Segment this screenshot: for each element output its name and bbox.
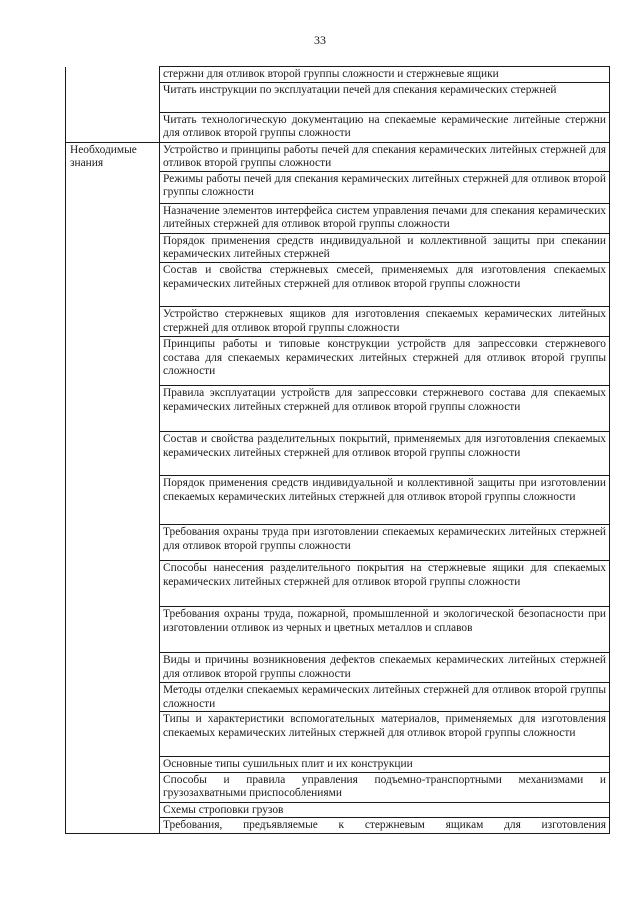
list-item: Основные типы сушильных плит и их конструкции: [160, 757, 610, 773]
list-item: Требования, предъявляемые к стержневым ящикам для изготовления: [160, 818, 610, 834]
list-item: Способы и правила управления подъемно-транспортными механизмами и грузозахватными приспособлениями: [160, 772, 610, 802]
previous-section-label-cell: [66, 67, 160, 143]
list-item: Типы и характеристики вспомогательных материалов, применяемых для изготовления спекаемых керамических литейных стержней для отливок второй группы сложности: [160, 712, 610, 757]
table-row: [66, 142, 610, 171]
page-number: 33: [314, 33, 326, 47]
list-item: Требования охраны труда, пожарной, промышленной и экологической безопасности при изготовлении отливок из черных и цветных металлов и сплавов: [160, 606, 610, 652]
list-item: Устройство стержневых ящиков для изготовления спекаемых керамических литейных стержней для отливок второй группы сложности: [160, 306, 610, 336]
list-item: Устройство и принципы работы печей для спекания керамических литейных стержней для отливок второй группы сложности: [160, 142, 610, 171]
list-item: Порядок применения средств индивидуальной и коллективной защиты при изготовлении спекаемых керамических литейных стержней для отливок второй группы сложности: [160, 475, 610, 524]
competency-table: [65, 66, 610, 834]
table-row: [66, 67, 610, 83]
list-item: Назначение элементов интерфейса систем управления печами для спекания керамических литейных стержней для отливок второй группы сложности: [160, 203, 610, 233]
list-item: Требования охраны труда при изготовлении спекаемых керамических литейных стержней для отливок второй группы сложности: [160, 524, 610, 560]
list-item: Порядок применения средств индивидуальной и коллективной защиты при спекании керамических литейных стержней: [160, 233, 610, 262]
list-item: Правила эксплуатации устройств для запрессовки стержневого состава для спекаемых керамических литейных стержней для отливок второй группы сложности: [160, 385, 610, 431]
list-item: стержни для отливок второй группы сложности и стержневые ящики: [160, 67, 610, 83]
list-item: Читать технологическую документацию на спекаемые керамические литейные стержни для отливок второй группы сложности: [160, 112, 610, 142]
list-item: Читать инструкции по эксплуатации печей для спекания керамических стержней: [160, 82, 610, 112]
list-item: Режимы работы печей для спекания керамических литейных стержней для отливок второй группы сложности: [160, 171, 610, 203]
list-item: Состав и свойства разделительных покрытий, применяемых для изготовления спекаемых керамических литейных стержней для отливок второй группы сложности: [160, 431, 610, 475]
list-item: Виды и причины возникновения дефектов спекаемых керамических литейных стержней для отливок второй группы сложности: [160, 652, 610, 682]
list-item: Схемы строповки грузов: [160, 802, 610, 818]
list-item: Состав и свойства стержневых смесей, применяемых для изготовления спекаемых керамических литейных стержней для отливок второй группы сложности: [160, 262, 610, 306]
list-item: Способы нанесения разделительного покрытия на стержневые ящики для спекаемых керамических литейных стержней для отливок второй группы сложности: [160, 560, 610, 606]
section-label-knowledge: Необходимые знания: [66, 142, 160, 833]
list-item: Принципы работы и типовые конструкции устройств для запрессовки стержневого состава для спекаемых керамических литейных стержней для отливок второй группы сложности: [160, 336, 610, 385]
list-item: Методы отделки спекаемых керамических литейных стержней для отливок второй группы сложности: [160, 682, 610, 711]
